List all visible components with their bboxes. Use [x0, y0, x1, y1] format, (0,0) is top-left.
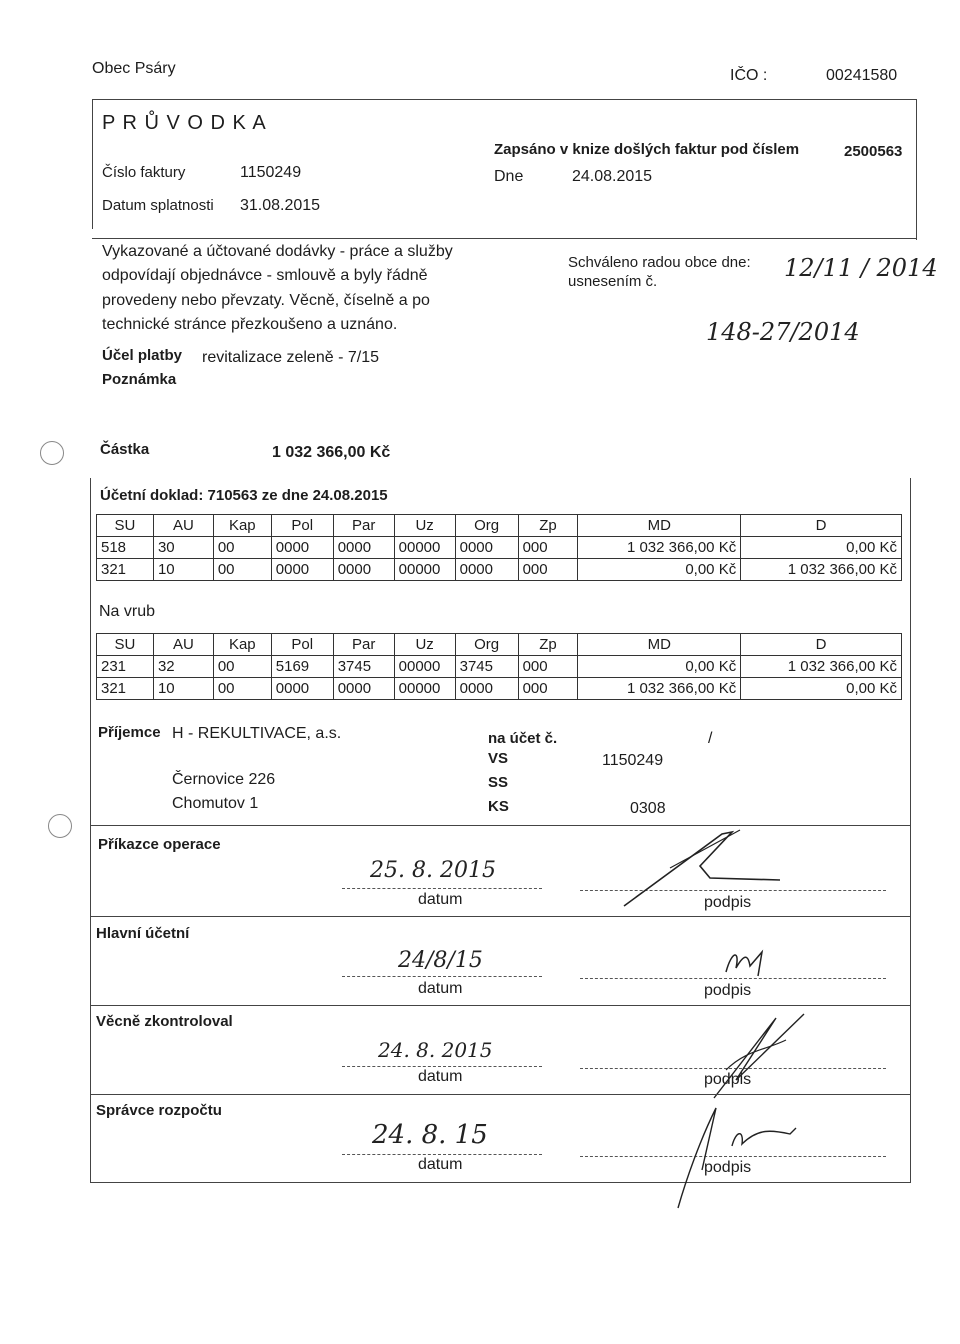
table-cell: 10	[153, 678, 213, 700]
invoice-number-label: Číslo faktury	[102, 164, 186, 181]
table-cell: 1 032 366,00 Kč	[741, 656, 902, 678]
resolution-handwritten: 148-27/2014	[706, 318, 860, 346]
recipient-street: Černovice 226	[172, 771, 276, 788]
column-header: MD	[578, 634, 741, 656]
ico-label: IČO :	[730, 67, 768, 84]
table-cell: 000	[518, 537, 578, 559]
punch-hole	[48, 814, 72, 838]
approved-label: Schváleno radou obce dne:	[568, 254, 751, 271]
date-caption: datum	[418, 1156, 463, 1173]
recipient-city: Chomutov 1	[172, 795, 259, 812]
purpose-label: Účel platby	[102, 347, 183, 364]
date-caption: datum	[418, 891, 463, 908]
table-cell: 000	[518, 678, 578, 700]
table-cell: 0,00 Kč	[741, 537, 902, 559]
account-separator: /	[708, 730, 713, 747]
column-header: Zp	[518, 634, 578, 656]
table-cell: 00000	[394, 678, 455, 700]
recipient-name: H - REKULTIVACE, a.s.	[172, 725, 342, 742]
table-cell: 00000	[394, 559, 455, 581]
table-cell: 5169	[271, 656, 333, 678]
table-cell: 231	[97, 656, 154, 678]
approval-date-handwritten: 24. 8. 15	[372, 1120, 488, 1150]
table-cell: 321	[97, 559, 154, 581]
top-box-left	[92, 99, 93, 229]
statement-line: odpovídají objednávce - smlouvě a byly řádně	[102, 267, 428, 284]
section-frame-left	[90, 478, 91, 1183]
signature-mark	[718, 942, 778, 982]
table-cell: 10	[153, 559, 213, 581]
approval-role: Hlavní účetní	[96, 925, 190, 942]
debit-title: Na vrub	[99, 603, 156, 620]
table-row	[97, 559, 902, 581]
date-caption: datum	[418, 1068, 463, 1085]
table-cell: 0000	[455, 559, 518, 581]
table-cell: 000	[518, 656, 578, 678]
table-cell: 3745	[333, 656, 394, 678]
vs-value: 1150249	[602, 752, 664, 769]
due-date-label: Datum splatnosti	[102, 197, 214, 214]
table-cell: 30	[153, 537, 213, 559]
statement-line: technické stránce přezkoušeno a uznáno.	[102, 316, 398, 333]
approval-divider	[90, 1094, 911, 1095]
table-cell: 00000	[394, 537, 455, 559]
signature-mark	[696, 1010, 816, 1100]
table-cell: 1 032 366,00 Kč	[578, 678, 741, 700]
table-cell: 1 032 366,00 Kč	[741, 559, 902, 581]
column-header: SU	[97, 634, 154, 656]
ico-value: 00241580	[826, 67, 898, 84]
approval-date-handwritten: 24/8/15	[398, 948, 483, 973]
table-cell: 3745	[455, 656, 518, 678]
table-cell: 518	[97, 537, 154, 559]
signature-caption: podpis	[704, 982, 752, 999]
table-cell: 0000	[271, 559, 333, 581]
table-header-row	[97, 634, 902, 656]
column-header: Org	[455, 515, 518, 537]
signature-mark	[672, 1100, 812, 1210]
column-header: Pol	[271, 515, 333, 537]
signature-caption: podpis	[704, 1071, 752, 1088]
table-row	[97, 537, 902, 559]
document-title: P R Ů V O D K A	[102, 112, 267, 134]
debit-table	[96, 633, 902, 700]
vs-label: VS	[488, 750, 509, 767]
ks-label: KS	[488, 798, 509, 815]
table-cell: 321	[97, 678, 154, 700]
table-cell: 00	[213, 656, 271, 678]
date-line	[342, 976, 542, 977]
table-row	[97, 678, 902, 700]
date-line	[342, 1154, 542, 1155]
due-date: 31.08.2015	[240, 197, 321, 214]
table-header-row	[97, 515, 902, 537]
table-cell: 1 032 366,00 Kč	[578, 537, 741, 559]
table-cell: 00000	[394, 656, 455, 678]
approval-divider	[90, 916, 911, 917]
approvals-top-line	[90, 825, 911, 826]
signature-caption: podpis	[704, 1159, 752, 1176]
column-header: Uz	[394, 515, 455, 537]
amount-value: 1 032 366,00 Kč	[272, 444, 391, 461]
accounting-title: Účetní doklad: 710563 ze dne 24.08.2015	[100, 487, 388, 504]
signature-caption: podpis	[704, 894, 752, 911]
table-cell: 0000	[455, 537, 518, 559]
table-cell: 00	[213, 678, 271, 700]
ss-label: SS	[488, 774, 509, 791]
invoice-number: 1150249	[240, 164, 302, 181]
column-header: Kap	[213, 515, 271, 537]
table-cell: 0,00 Kč	[741, 678, 902, 700]
date-caption: datum	[418, 980, 463, 997]
note-label: Poznámka	[102, 371, 177, 388]
registered-label: Zapsáno v knize došlých faktur pod číslem	[494, 141, 800, 158]
section-frame-right	[910, 478, 911, 1183]
purpose-value: revitalizace zeleně - 7/15	[202, 349, 379, 366]
table-cell: 0000	[455, 678, 518, 700]
table-cell: 00	[213, 537, 271, 559]
signature-mark	[610, 828, 790, 908]
table-cell: 32	[153, 656, 213, 678]
resolution-label: usnesením č.	[568, 273, 658, 290]
approval-role: Příkazce operace	[98, 836, 221, 853]
date-line	[342, 1066, 542, 1067]
table-row	[97, 656, 902, 678]
date-line	[342, 888, 542, 889]
table-cell: 0000	[333, 537, 394, 559]
approval-role: Věcně zkontroloval	[96, 1013, 233, 1030]
table-cell: 0,00 Kč	[578, 559, 741, 581]
account-label: na účet č.	[488, 730, 558, 747]
approval-date-handwritten: 24. 8. 2015	[378, 1038, 493, 1062]
approved-date-handwritten: 12/11 / 2014	[784, 254, 938, 282]
table-cell: 0,00 Kč	[578, 656, 741, 678]
top-box-top	[92, 99, 916, 100]
column-header: Par	[333, 515, 394, 537]
column-header: Zp	[518, 515, 578, 537]
column-header: Par	[333, 634, 394, 656]
column-header: AU	[153, 634, 213, 656]
punch-hole	[40, 441, 64, 465]
ks-value: 0308	[630, 800, 666, 817]
accounting-table	[96, 514, 902, 581]
column-header: Uz	[394, 634, 455, 656]
amount-label: Částka	[100, 441, 150, 458]
table-cell: 0000	[271, 537, 333, 559]
registered-date: 24.08.2015	[572, 168, 653, 185]
registered-date-label: Dne	[494, 168, 524, 185]
column-header: MD	[578, 515, 741, 537]
table-cell: 0000	[333, 559, 394, 581]
column-header: D	[741, 634, 902, 656]
column-header: D	[741, 515, 902, 537]
approval-date-handwritten: 25. 8. 2015	[370, 858, 496, 883]
recipient-label: Příjemce	[98, 724, 161, 741]
organization-name: Obec Psáry	[92, 60, 176, 77]
top-box-right	[916, 99, 917, 240]
approval-role: Správce rozpočtu	[96, 1102, 222, 1119]
statement-line: provedeny nebo převzaty. Věcně, číselně a po	[102, 292, 430, 309]
table-cell: 00	[213, 559, 271, 581]
approval-divider	[90, 1005, 911, 1006]
top-box-bottom	[92, 238, 917, 239]
column-header: Kap	[213, 634, 271, 656]
column-header: AU	[153, 515, 213, 537]
table-cell: 0000	[333, 678, 394, 700]
table-cell: 000	[518, 559, 578, 581]
statement-line: Vykazované a účtované dodávky - práce a služby	[102, 243, 453, 260]
column-header: Pol	[271, 634, 333, 656]
column-header: Org	[455, 634, 518, 656]
registered-number: 2500563	[844, 143, 903, 160]
table-cell: 0000	[271, 678, 333, 700]
column-header: SU	[97, 515, 154, 537]
